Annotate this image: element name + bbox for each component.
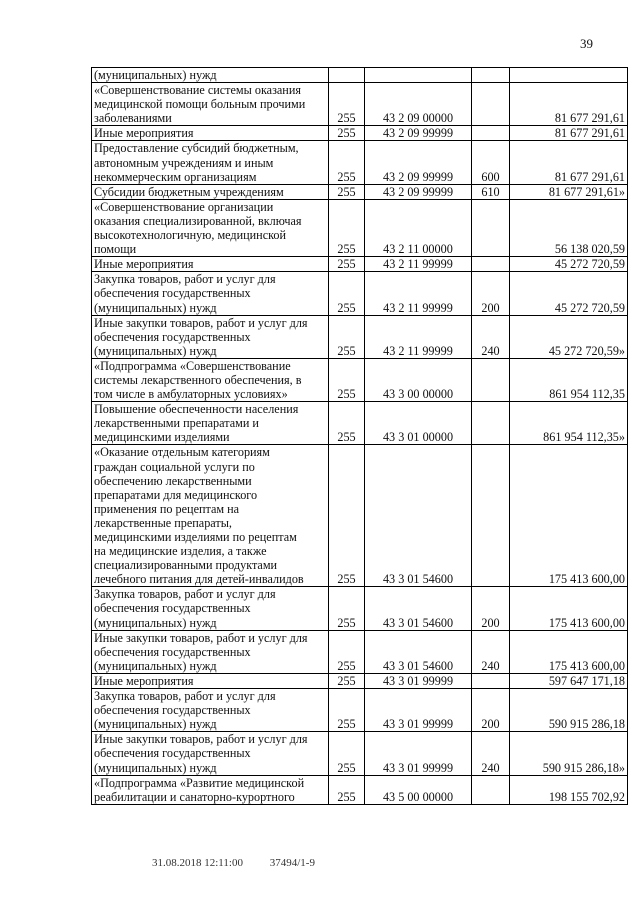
row-csr-cell: 43 3 01 99999 [365,689,472,732]
row-vr-cell [472,775,510,804]
row-code-cell: 255 [329,775,365,804]
footer-timestamp: 31.08.2018 12:11:00 [152,857,243,869]
row-vr-cell: 600 [472,141,510,184]
row-code-cell: 255 [329,184,365,199]
row-vr-cell: 240 [472,732,510,775]
row-code-cell: 255 [329,402,365,445]
footer [152,857,339,869]
row-vr-cell: 240 [472,315,510,358]
row-amount-cell: 597 647 171,18 [510,673,628,688]
table-row [92,126,628,141]
budget-table-body [92,68,628,805]
row-csr-cell: 43 3 01 99999 [365,732,472,775]
row-amount-cell: 81 677 291,61 [510,83,628,126]
row-amount-cell: 861 954 112,35 [510,358,628,401]
row-csr-cell: 43 3 00 00000 [365,358,472,401]
table-row [92,358,628,401]
row-name-cell: «Совершенствование организации оказания специализированной, включая высокотехнологичную, медицинской помощи [92,199,329,256]
row-amount-cell: 45 272 720,59 [510,257,628,272]
table-row [92,673,628,688]
row-code-cell: 255 [329,732,365,775]
row-amount-cell: 56 138 020,59 [510,199,628,256]
row-name-cell: Предоставление субсидий бюджетным, автономным учреждениям и иным некоммерческим организациям [92,141,329,184]
row-code-cell: 255 [329,630,365,673]
row-name-cell: (муниципальных) нужд [92,68,329,83]
row-vr-cell [472,358,510,401]
row-amount-cell: 175 413 600,00 [510,587,628,630]
row-code-cell: 255 [329,358,365,401]
row-amount-cell: 81 677 291,61 [510,126,628,141]
row-vr-cell [472,673,510,688]
row-code-cell: 255 [329,257,365,272]
row-vr-cell: 200 [472,587,510,630]
table-row [92,689,628,732]
table-row [92,775,628,804]
row-name-cell: «Подпрограмма «Совершенствование системы лекарственного обеспечения, в том числе в амбулаторных условиях» [92,358,329,401]
row-amount-cell: 198 155 702,92 [510,775,628,804]
row-csr-cell: 43 2 11 99999 [365,272,472,315]
row-code-cell: 255 [329,141,365,184]
table-row [92,184,628,199]
row-code-cell: 255 [329,315,365,358]
row-csr-cell: 43 2 11 99999 [365,315,472,358]
row-vr-cell [472,445,510,587]
row-code-cell: 255 [329,83,365,126]
row-amount-cell: 590 915 286,18» [510,732,628,775]
table-row [92,587,628,630]
row-csr-cell: 43 2 11 00000 [365,199,472,256]
row-csr-cell: 43 3 01 54600 [365,630,472,673]
row-vr-cell [472,199,510,256]
row-csr-cell: 43 2 09 99999 [365,184,472,199]
row-amount-cell: 45 272 720,59» [510,315,628,358]
row-csr-cell: 43 2 09 99999 [365,126,472,141]
row-code-cell: 255 [329,689,365,732]
row-code-cell [329,68,365,83]
row-amount-cell: 175 413 600,00 [510,630,628,673]
row-code-cell: 255 [329,272,365,315]
row-csr-cell: 43 2 09 00000 [365,83,472,126]
row-vr-cell: 200 [472,272,510,315]
table-row [92,732,628,775]
table-row [92,257,628,272]
row-vr-cell: 200 [472,689,510,732]
row-vr-cell [472,126,510,141]
row-amount-cell [510,68,628,83]
row-name-cell: Иные закупки товаров, работ и услуг для обеспечения государственных (муниципальных) нужд [92,732,329,775]
table-row [92,68,628,83]
row-amount-cell: 590 915 286,18 [510,689,628,732]
row-csr-cell [365,68,472,83]
row-code-cell: 255 [329,126,365,141]
row-vr-cell: 240 [472,630,510,673]
row-amount-cell: 175 413 600,00 [510,445,628,587]
row-name-cell: Иные мероприятия [92,126,329,141]
page-number: 39 [580,36,593,51]
row-code-cell: 255 [329,587,365,630]
table-row [92,272,628,315]
row-name-cell: Закупка товаров, работ и услуг для обеспечения государственных (муниципальных) нужд [92,689,329,732]
footer-doc-id: 37494/1-9 [269,857,315,869]
row-code-cell: 255 [329,673,365,688]
row-name-cell: «Оказание отдельным категориям граждан социальной услуги по обеспечению лекарственными препаратами для медицинского применения по рецептам на лекарственные препараты, медицинскими изделиями по рецептам на медицинские изделия, а также специализированными продуктами лечебного питания для детей-инвалидов [92,445,329,587]
row-name-cell: Иные закупки товаров, работ и услуг для обеспечения государственных (муниципальных) нужд [92,630,329,673]
row-vr-cell [472,257,510,272]
table-row [92,402,628,445]
row-name-cell: Повышение обеспеченности населения лекарственными препаратами и медицинскими изделиями [92,402,329,445]
row-csr-cell: 43 3 01 00000 [365,402,472,445]
row-csr-cell: 43 5 00 00000 [365,775,472,804]
row-name-cell: «Подпрограмма «Развитие медицинской реабилитации и санаторно-курортного [92,775,329,804]
budget-table [91,67,628,805]
table-row [92,199,628,256]
row-csr-cell: 43 3 01 54600 [365,445,472,587]
row-name-cell: Закупка товаров, работ и услуг для обеспечения государственных (муниципальных) нужд [92,587,329,630]
row-csr-cell: 43 3 01 99999 [365,673,472,688]
table-row [92,445,628,587]
row-csr-cell: 43 2 11 99999 [365,257,472,272]
row-name-cell: Иные закупки товаров, работ и услуг для обеспечения государственных (муниципальных) нужд [92,315,329,358]
table-row [92,141,628,184]
row-amount-cell: 45 272 720,59 [510,272,628,315]
row-name-cell: «Совершенствование системы оказания медицинской помощи больным прочими заболеваниями [92,83,329,126]
row-vr-cell: 610 [472,184,510,199]
row-name-cell: Иные мероприятия [92,257,329,272]
row-vr-cell [472,83,510,126]
row-vr-cell [472,402,510,445]
row-code-cell: 255 [329,445,365,587]
row-csr-cell: 43 2 09 99999 [365,141,472,184]
row-code-cell: 255 [329,199,365,256]
row-csr-cell: 43 3 01 54600 [365,587,472,630]
table-row [92,83,628,126]
row-amount-cell: 81 677 291,61» [510,184,628,199]
row-name-cell: Субсидии бюджетным учреждениям [92,184,329,199]
row-name-cell: Иные мероприятия [92,673,329,688]
row-amount-cell: 861 954 112,35» [510,402,628,445]
row-vr-cell [472,68,510,83]
table-row [92,630,628,673]
row-name-cell: Закупка товаров, работ и услуг для обеспечения государственных (муниципальных) нужд [92,272,329,315]
table-row [92,315,628,358]
row-amount-cell: 81 677 291,61 [510,141,628,184]
